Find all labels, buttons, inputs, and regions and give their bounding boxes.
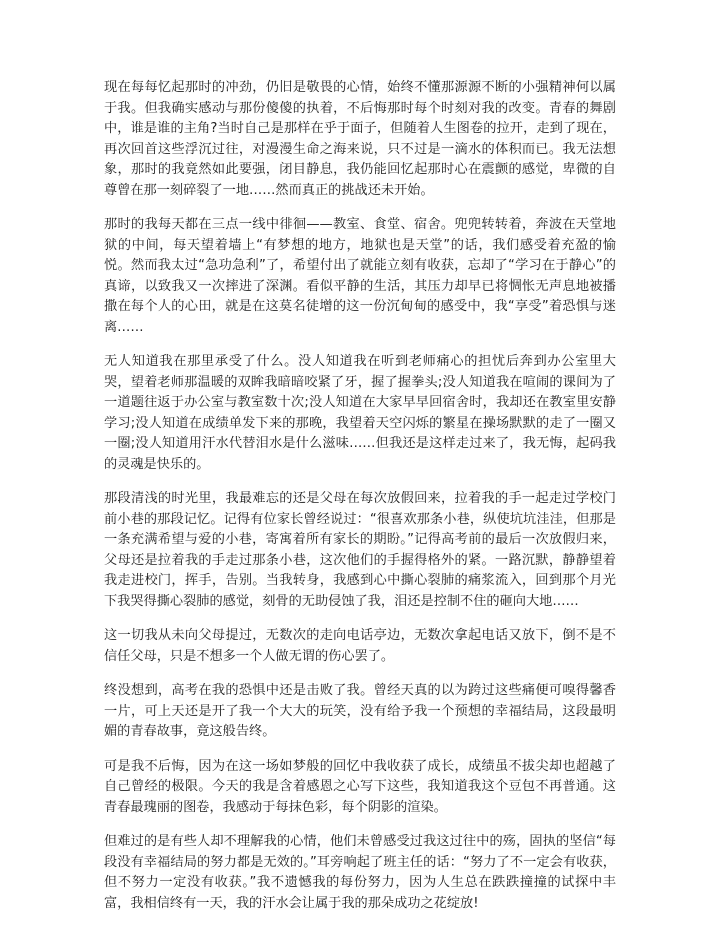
paragraph-3: 无人知道我在那里承受了什么。没人知道我在听到老师痛心的担忧后奔到办公室里大哭，望着老师那温暖的双眸我暗暗咬紧了牙，握了握拳头;没人知道我在喧闹的课间为了一道题往返于办公室与教室数十次;没人知道在大家早早回宿舍时，我却还在教室里安静学习;没人知道在成绩单发下来的那晚，我望着天空闪烁的繁星在操场默默的走了一圈又一圈;没人知道用汗水代替泪水是什么滋味……但我还是这样走过来了，我无悔，起码我的灵魂是快乐的。 [104,354,616,472]
paragraph-6: 终没想到，高考在我的恐惧中还是击败了我。曾经天真的以为跨过这些痛便可嗅得馨香一片，可上天还是开了我一个大大的玩笑，没有给予我一个预想的幸福结局，这段最明媚的青春故事，竟这般告终。 [104,683,616,739]
paragraph-1: 现在每每忆起那时的冲劲，仍旧是敬畏的心情，始终不懂那源源不断的小强精神何以属于我。但我确实感动与那份傻傻的执着，不后悔那时每个时刻对我的改变。青春的舞剧中，谁是谁的主角?当时自己是那样在乎于面子，但随着人生图卷的拉开，走到了现在，再次回首这些浮沉过往，对漫漫生命之海来说，只不过是一滴水的体积而已。我无法想象，那时的我竟然如此要强，闭目静息，我仍能回忆起那时心在震颤的感觉，卑微的自尊曾在那一刻碎裂了一地……然而真正的挑战还未开始。 [104,80,616,198]
paragraph-8: 但难过的是有些人却不理解我的心情，他们未曾感受过我这过往中的殇，固执的坚信“每段没有幸福结局的努力都是无效的。”耳旁响起了班主任的话：“努力了不一定会有收获，但不努力一定没有收获。”我不遗憾我的每份努力，因为人生总在跌跌撞撞的试探中丰富，我相信终有一天，我的汗水会让属于我的那朵成功之花绽放! [104,834,616,911]
paragraph-5: 这一切我从未向父母提过，无数次的走向电话亭边，无数次拿起电话又放下，倒不是不信任父母，只是不想多一个人做无谓的伤心罢了。 [104,628,616,664]
document-body [104,78,616,928]
paragraph-4: 那段清浅的时光里，我最难忘的还是父母在每次放假回来，拉着我的手一起走过学校门前小巷的那段记忆。记得有位家长曾经说过：“很喜欢那条小巷，纵使坑坑洼洼，但那是一条充满希望与爱的小巷，寄寓着所有家长的期盼。”记得高考前的最后一次放假归来，父母还是拉着我的手走过那条小巷，这次他们的手握得格外的紧。一路沉默，静静望着我走进校门，挥手，告别。当我转身，我感到心中撕心裂肺的痛浆流入，回到那个月光下我哭得撕心裂肺的感觉，刻骨的无助侵蚀了我，泪还是控制不住的砸向大地…… [104,491,616,609]
paragraph-7: 可是我不后悔，因为在这一场如梦般的回忆中我收获了成长，成绩虽不拔尖却也超越了自己曾经的极限。今天的我是含着感恩之心写下这些，我知道我这个豆包不再普通。这青春最瑰丽的图卷，我感动于每抹色彩，每个阴影的渲染。 [104,758,616,815]
paragraph-2: 那时的我每天都在三点一线中徘徊——教室、食堂、宿舍。兜兜转转着，奔波在天堂地狱的中间，每天望着墙上“有梦想的地方，地狱也是天堂”的话，我们感受着充盈的愉悦。然而我太过“急功急利”了，希望付出了就能立刻有收获，忘却了“学习在于静心”的真谛，以致我又一次摔进了深渊。看似平静的生活，其压力却早已将惆怅无声息地被播撒在每个人的心田，就是在这莫名徒增的这一份沉甸甸的感受中，我“享受”着恐惧与迷离…… [104,217,616,335]
